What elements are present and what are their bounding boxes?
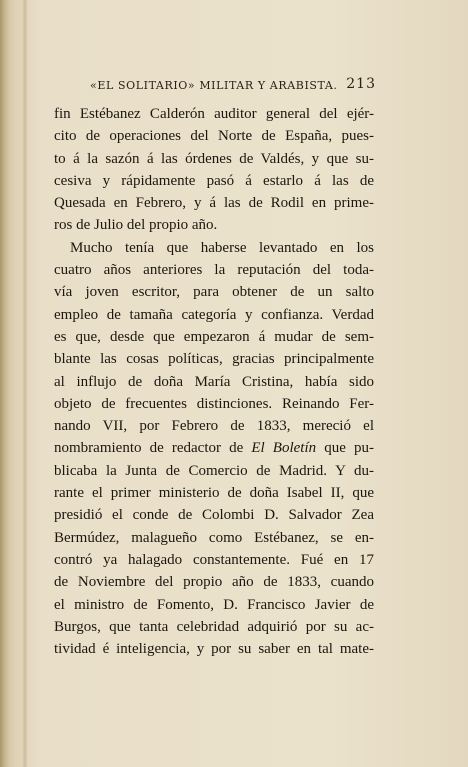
text-line: de Noviembre del propio año de 1833, cuando bbox=[54, 574, 374, 591]
running-head-title: «EL SOLITARIO» MILITAR Y ARABISTA. bbox=[90, 79, 338, 92]
text-line: cesiva y rápidamente pasó á estarlo á las de bbox=[54, 172, 374, 189]
running-head bbox=[54, 76, 376, 96]
text-line: al influjo de doña María Cristina, había sido bbox=[54, 373, 374, 390]
text-line: presidió el conde de Colombi D. Salvador Zea bbox=[54, 507, 374, 524]
periodical-title: El Boletín bbox=[251, 440, 317, 457]
text-line: contró ya halagado constantemente. Fué en 17 bbox=[54, 551, 374, 568]
text-line: empleo de tamaña categoría y confianza. Verdad bbox=[54, 306, 374, 323]
text-line-end: que pu- bbox=[324, 440, 374, 457]
text-line: vía joven escritor, para obtener de un salto bbox=[54, 284, 374, 301]
text-line: nando VII, por Febrero de 1833, mereció el bbox=[54, 418, 374, 435]
text-line: es que, desde que empezaron á mudar de sem- bbox=[54, 328, 374, 345]
text-line: blante las cosas políticas, gracias principalmente bbox=[54, 351, 374, 368]
text-line: Quesada en Febrero, y á las de Rodil en prime- bbox=[54, 195, 374, 212]
text-line: Mucho tenía que haberse levantado en los bbox=[70, 239, 374, 256]
text-line: blicaba la Junta de Comercio de Madrid. Y du- bbox=[54, 462, 374, 479]
text-line-start: nombramiento de redactor de bbox=[54, 440, 244, 457]
text-line: cuatro años anteriores la reputación del toda- bbox=[54, 262, 374, 279]
text-line: el ministro de Fomento, D. Francisco Javier de bbox=[54, 596, 374, 613]
text-line: rante el primer ministerio de doña Isabel II, que bbox=[54, 485, 374, 502]
text-line: Burgos, que tanta celebridad adquirió por su ac- bbox=[54, 618, 374, 635]
text-line: fin Estébanez Calderón auditor general del ejér- bbox=[54, 106, 374, 122]
page-spine-shadow bbox=[0, 0, 9, 767]
text-line: tividad é inteligencia, y por su saber en tal mate- bbox=[54, 641, 374, 658]
text-line: ros de Julio del propio año. bbox=[54, 217, 218, 234]
text-line: cito de operaciones del Norte de España, pues- bbox=[54, 128, 374, 145]
text-line: Bermúdez, malagueño como Estébanez, se en- bbox=[54, 529, 374, 546]
text-line: objeto de frecuentes distinciones. Reinando Fer- bbox=[54, 395, 374, 412]
text-line bbox=[54, 437, 374, 459]
page-number: 213 bbox=[346, 76, 376, 92]
text-line: to á la sazón á las órdenes de Valdés, y que su- bbox=[54, 150, 374, 167]
body-text bbox=[54, 103, 374, 660]
page-fold-line bbox=[22, 0, 28, 767]
